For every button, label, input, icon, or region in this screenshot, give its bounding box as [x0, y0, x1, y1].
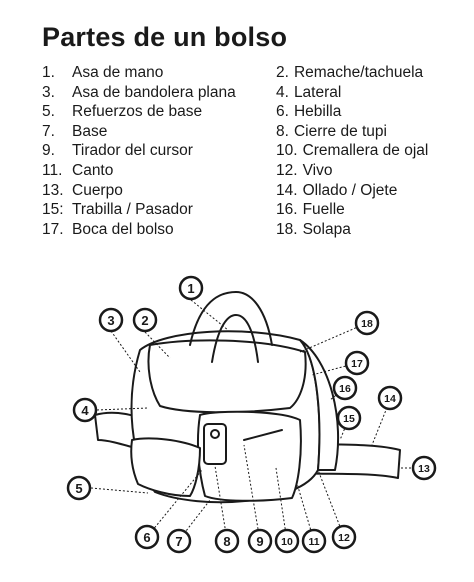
- legend-label: Ollado / Ojete: [302, 181, 398, 199]
- legend-number: 2.: [276, 64, 289, 81]
- legend-label: Canto: [72, 161, 114, 179]
- callout-13: [413, 457, 435, 479]
- callout-15: [338, 407, 360, 429]
- callout-label: 4: [81, 403, 89, 418]
- legend-number: 17.: [42, 220, 64, 238]
- legend-number: 8.: [276, 122, 289, 140]
- legend-label: Solapa: [302, 220, 351, 238]
- callout-label: 2: [141, 313, 149, 328]
- callout-8: [216, 530, 238, 552]
- legend-number: 12.: [276, 161, 298, 179]
- legend-number: 5.: [42, 103, 55, 121]
- callout-label: 11: [308, 536, 320, 548]
- callout-label: 9: [256, 534, 264, 549]
- legend-number: 7.: [42, 122, 55, 140]
- legend-label: Tirador del cursor: [72, 142, 193, 160]
- callout-11: [303, 530, 325, 552]
- callout-label: 13: [418, 463, 430, 475]
- callout-7: [168, 530, 190, 552]
- legend-number: 4.: [276, 83, 289, 101]
- legend-number: 3.: [42, 83, 55, 101]
- callout-label: 5: [75, 481, 83, 496]
- callout-1: [180, 277, 202, 299]
- callout-label: 18: [361, 318, 373, 330]
- legend-label: Base: [72, 122, 108, 140]
- legend-number: 6.: [276, 103, 289, 121]
- legend-label: Lateral: [293, 83, 342, 101]
- callout-label: 15: [343, 413, 355, 425]
- legend-number: 9.: [42, 142, 55, 160]
- callout-3: [100, 309, 122, 331]
- callout-label: 1: [187, 281, 195, 296]
- legend-label: Asa de bandolera plana: [72, 83, 236, 101]
- bag-flap-shape: [148, 340, 305, 412]
- legend-label: Asa de mano: [72, 64, 164, 81]
- leader-line-5: [91, 488, 148, 493]
- legend-number: 10.: [276, 142, 298, 160]
- callout-14: [379, 387, 401, 409]
- callout-4: [74, 399, 96, 421]
- callout-16: [334, 377, 356, 399]
- callout-label: 8: [223, 534, 231, 549]
- page-title: Partes de un bolso: [42, 22, 288, 52]
- callout-17: [346, 352, 368, 374]
- legend-label: Cuerpo: [72, 181, 123, 199]
- callout-5: [68, 477, 90, 499]
- callout-label: 10: [281, 536, 293, 548]
- callout-12: [333, 526, 355, 548]
- legend-label: Vivo: [302, 161, 333, 179]
- callout-label: 7: [175, 534, 183, 549]
- legend-label: Cierre de tupi: [293, 122, 387, 140]
- callout-label: 12: [338, 532, 350, 544]
- legend-label: Refuerzos de base: [72, 103, 203, 121]
- callout-label: 14: [384, 393, 396, 405]
- callout-label: 17: [351, 358, 363, 370]
- legend-number: 1.: [42, 64, 55, 81]
- legend-label: Fuelle: [302, 201, 345, 219]
- legend-label: Cremallera de ojal: [302, 142, 429, 160]
- legend-number: 11.: [42, 161, 63, 179]
- callout-18: [356, 312, 378, 334]
- callout-label: 3: [107, 313, 115, 328]
- callout-9: [249, 530, 271, 552]
- legend-label: Boca del bolso: [72, 220, 174, 238]
- callout-label: 16: [339, 383, 351, 395]
- legend-number: 13.: [42, 181, 64, 199]
- legend-label: Hebilla: [293, 103, 342, 121]
- legend-number: 16.: [276, 201, 298, 219]
- legend-label: Remache/tachuela: [293, 64, 424, 81]
- legend-label: Trabilla / Pasador: [72, 201, 193, 219]
- callout-6: [136, 526, 158, 548]
- callout-label: 6: [143, 530, 151, 545]
- callout-2: [134, 309, 156, 331]
- side-pocket-shape: [131, 438, 200, 496]
- callout-10: [276, 530, 298, 552]
- legend-number: 14.: [276, 181, 298, 199]
- legend-number: 15:: [42, 201, 64, 219]
- legend-number: 18.: [276, 220, 298, 238]
